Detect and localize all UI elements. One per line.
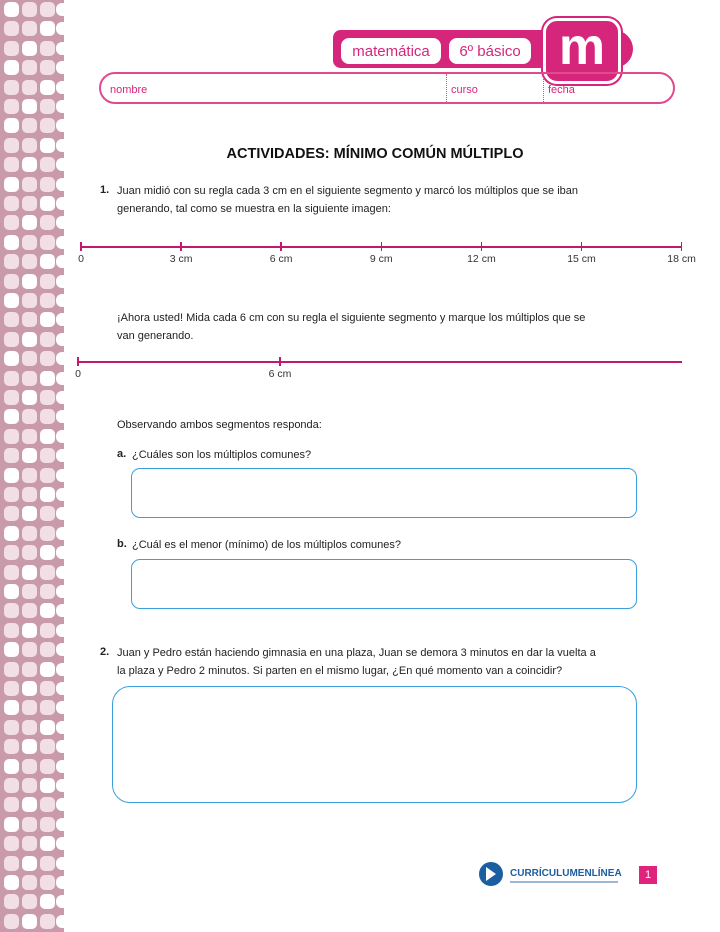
grade-badge [447, 36, 533, 66]
ruler-tick-label: 6 cm [268, 368, 292, 380]
segment-line [78, 361, 682, 363]
ruler-tick-label: 3 cm [169, 253, 193, 265]
subject-badge [339, 36, 443, 66]
ruler-tick-label: 18 cm [667, 253, 696, 265]
ruler-tick-label: 15 cm [567, 253, 596, 265]
q1-prompt-line1: ¡Ahora usted! Mida cada 6 cm con su regla el siguiente segmento y marque los múltiplos que se [117, 312, 586, 324]
date-field-label: fecha [548, 84, 575, 96]
observe-instruction: Observando ambos segmentos responda: [117, 419, 322, 431]
q2-text-line1: Juan y Pedro están haciendo gimnasia en una plaza, Juan se demora 3 minutos en dar la vuelta a [117, 647, 596, 659]
page-number: 1 [639, 866, 657, 884]
subquestion-b-label: b. [117, 538, 127, 550]
page-title: ACTIVIDADES: MÍNIMO COMÚN MÚLTIPLO [226, 146, 524, 162]
ruler-tick-label: 0 [75, 368, 81, 380]
curriculum-logo [478, 859, 628, 894]
ruler-tick-label: 0 [78, 253, 84, 265]
question-number: 1. [100, 184, 110, 196]
course-field-label: curso [451, 84, 478, 96]
divider [446, 74, 447, 102]
ruler-tick [180, 242, 182, 251]
q2-text-line2: la plaza y Pedro 2 minutos. Si parten en el mismo lugar, ¿En qué momento van a coincidir? [117, 665, 563, 677]
divider [543, 74, 544, 102]
brand-name: CURRÍCULUMENLÍNEA [510, 868, 622, 879]
ruler-tick-label: 9 cm [369, 253, 393, 265]
ruler-tick-label: 6 cm [269, 253, 293, 265]
q1-text-line2: generando, tal como se muestra en la siguiente imagen: [117, 203, 391, 215]
subquestion-a-text: ¿Cuáles son los múltiplos comunes? [132, 449, 312, 461]
question-number: 2. [100, 646, 110, 658]
ruler-tick [80, 242, 82, 251]
logo-letter: m [558, 18, 606, 76]
subquestion-a-label: a. [117, 448, 127, 460]
answer-box-q2[interactable] [112, 686, 637, 803]
decorative-side-border [0, 0, 64, 932]
ruler-tick [279, 357, 281, 366]
grade-label: 6º básico [459, 42, 521, 60]
ruler-tick [381, 242, 383, 251]
ruler-tick [77, 357, 79, 366]
ruler-tick [581, 242, 583, 251]
ruler-tick [481, 242, 483, 251]
answer-box-b[interactable] [131, 559, 637, 609]
subject-label: matemática [352, 42, 430, 60]
q1-text-line1: Juan midió con su regla cada 3 cm en el siguiente segmento y marcó los múltiplos que se iban [117, 185, 579, 197]
curriculum-logo-icon [478, 859, 628, 889]
student-info-bar [99, 72, 675, 104]
name-field-label: nombre [110, 84, 148, 96]
subquestion-b-text: ¿Cuál es el menor (mínimo) de los múltiplos comunes? [132, 539, 401, 551]
q1-prompt-line2: van generando. [117, 330, 194, 342]
ruler-tick-label: 12 cm [467, 253, 496, 265]
ruler-tick [280, 242, 282, 251]
answer-box-a[interactable] [131, 468, 637, 518]
ruler-tick [681, 242, 683, 251]
